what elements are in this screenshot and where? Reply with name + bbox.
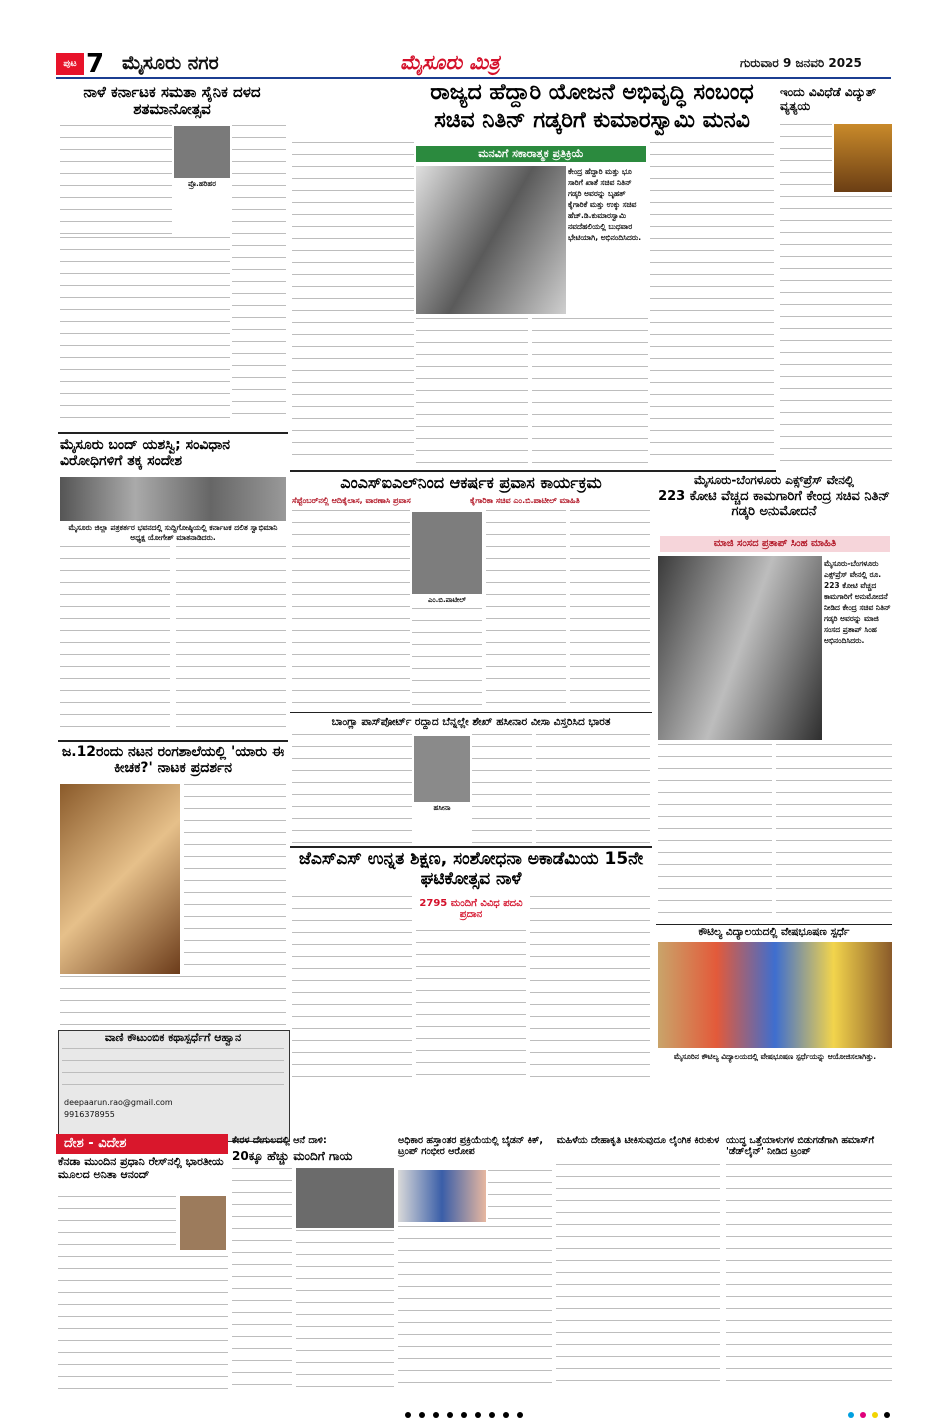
page-label: ಪುಟ — [56, 53, 84, 75]
article-text — [488, 1170, 552, 1222]
headline-expressway-1: ಮೈಸೂರು-ಬೆಂಗಳೂರು ಎಕ್ಸ್‌ಪ್ರೆಸ್ ವೇನಲ್ಲಿ — [694, 473, 854, 487]
photo-pratap-simha-gadkari — [658, 556, 822, 740]
headline-anita: ಕೆನಡಾ ಮುಂದಿನ ಪ್ರಧಾನಿ ರೇಸ್‌ನಲ್ಲಿ ಭಾರತೀಯ ಮೂಲದ ಅನಿತಾ ಆನಂದ್ — [58, 1155, 224, 1181]
headline-school: ಕೌಟಿಲ್ಯ ವಿದ್ಯಾಲಯದಲ್ಲಿ ವೇಷಭೂಷಣ ಸ್ಪರ್ಧೆ — [698, 926, 850, 938]
photo-caption: ಪ್ರೊ.ಹರಿಹರ — [188, 180, 216, 188]
headline-vani: ವಾಣಿ ಕೌಟುಂಬಿಕ ಕಥಾಸ್ಪರ್ಧೆಗೆ ಆಹ್ವಾನ — [104, 1031, 242, 1044]
headline-kerala-2: 20ಕ್ಕೂ ಹೆಚ್ಚು ಮಂದಿಗೆ ಗಾಯ — [232, 1149, 353, 1163]
headline-expressway-2: 223 ಕೋಟಿ ವೆಚ್ಚದ ಕಾಮಗಾರಿಗೆ ಕೇಂದ್ರ ಸಚಿವ ನಿತಿನ್ ಗಡ್ಕರಿ ಅನುಮೋದನೆ — [658, 489, 890, 519]
photo-mb-patil — [412, 512, 482, 594]
article-text — [532, 318, 648, 466]
article-text — [536, 734, 650, 844]
article-text — [232, 1168, 292, 1390]
article-text — [292, 510, 410, 710]
photo-anita — [180, 1196, 226, 1250]
article-text — [780, 196, 892, 466]
photo-power-lines — [834, 124, 892, 192]
article-text — [650, 142, 774, 466]
article-text — [292, 896, 412, 1086]
divider — [290, 470, 776, 472]
article-text — [412, 608, 482, 710]
headline-yudh: ಯುದ್ಧ ಒತ್ತೆಯಾಳುಗಳ ಬಿಡುಗಡೆಗಾಗಿ ಹಮಾಸ್‌ಗೆ 'ಡೆಡ್‌ಲೈನ್' ನೀಡಿದ ಟ್ರಂಪ್ — [726, 1135, 874, 1157]
headline-biden: ಅಧಿಕಾರ ಹಸ್ತಾಂತರ ಪ್ರಕ್ರಿಯೆಯಲ್ಲಿ ಬೈಡನ್ ಕಿಕ್, ಟ್ರಂಪ್ ಗಂಭೀರ ಆರೋಪ — [398, 1135, 543, 1157]
headline-msil: ಎಂಎಸ್‌ಐಎಲ್‌ನಿಂದ ಆಕರ್ಷಕ ಪ್ರವಾಸ ಕಾರ್ಯಕ್ರಮ — [340, 473, 602, 492]
photo-hasina — [414, 736, 470, 802]
photo-elephant — [296, 1168, 394, 1228]
photo-portrait — [174, 126, 230, 178]
section-title: ಮೈಸೂರು ನಗರ — [122, 52, 219, 74]
color-registration-marks — [846, 1404, 896, 1412]
headline-bangla: ಬಾಂಗ್ಲಾ ಪಾಸ್‌ಪೋರ್ಟ್ ರದ್ದಾದ ಬೆನ್ನಲ್ಲೇ ಶೇಖ್ ಹಸೀನಾರ ವೀಸಾ ವಿಸ್ತರಿಸಿದ ಭಾರತ — [331, 716, 611, 728]
article-text — [232, 125, 286, 425]
article-text — [556, 1164, 720, 1390]
article-text — [296, 1230, 394, 1390]
article-text — [486, 510, 566, 710]
divider — [58, 740, 288, 742]
article-text — [60, 125, 172, 235]
divider — [58, 432, 288, 434]
lead-headline-2: ಸಚಿವ ನಿತಿನ್ ಗಡ್ಕರಿಗೆ ಕುಮಾರಸ್ವಾಮಿ ಮನವಿ — [434, 108, 750, 133]
divider — [290, 712, 652, 713]
headline-vidyut: ಇಂದು ವಿವಿಧೆಡೆ ವಿದ್ಯುತ್ ವ್ಯತ್ಯಯ — [780, 85, 877, 113]
headline-samata: ನಾಳೆ ಕರ್ನಾಟಕ ಸಮತಾ ಸೈನಿಕ ದಳದ ಶತಮಾನೋತ್ಸವ — [83, 83, 261, 119]
lead-kicker: ಮನವಿಗೆ ಸಕಾರಾತ್ಮಕ ಪ್ರತಿಕ್ರಿಯೆ — [416, 146, 646, 162]
photo-caption: ಮೈಸೂರಿನ ಕೌಟಿಲ್ಯ ವಿದ್ಯಾಲಯದಲ್ಲಿ ವೇಷಭೂಷಣ ಸ್ಪರ್ಧೆಯನ್ನು ಆಯೋಜಿಸಲಾಗಿತ್ತು. — [673, 1052, 877, 1061]
newspaper-logo: ಮೈಸೂರು ಮಿತ್ರ — [400, 50, 500, 74]
headline-natak: ಜ.12ರಂದು ನಟನ ರಂಗಶಾಲೆಯಲ್ಲಿ 'ಯಾರು ಈ ಕೀಚಕ?' ನಾಟಕ ಪ್ರದರ್ಶನ — [61, 744, 285, 777]
sub-headline: 2795 ಮಂದಿಗೆ ವಿವಿಧ ಪದವಿ ಪ್ರದಾನ — [419, 898, 523, 920]
article-text — [184, 784, 286, 974]
article-text — [416, 318, 528, 466]
expressway-kicker: ಮಾಜಿ ಸಂಸದ ಪ್ರತಾಪ್ ಸಿಂಹ ಮಾಹಿತಿ — [660, 536, 890, 552]
article-text — [58, 1256, 228, 1390]
article-text — [570, 510, 650, 710]
article-text — [60, 546, 170, 736]
photo-caption: ಮೈಸೂರು ಜಿಲ್ಲಾ ಪತ್ರಕರ್ತರ ಭವನದಲ್ಲಿ ಸುದ್ದಿಗೋಷ್ಠಿಯಲ್ಲಿ ಕರ್ನಾಟಕ ದಲಿತ ಸ್ವಾಭಿಮಾನಿ ಅಧ್ಯಕ್ಷ ಯೋಗೇಶ್ ಮಾತನಾಡಿದರು. — [68, 523, 278, 542]
article-text — [398, 1226, 552, 1390]
print-registration-marks — [400, 1404, 550, 1412]
article-text — [726, 1164, 892, 1390]
article-text — [658, 744, 772, 922]
contact-phone: 9916378955 — [64, 1110, 115, 1119]
article-text — [530, 896, 650, 1086]
article-text — [292, 142, 414, 462]
photo-caption: ಹಸೀನಾ — [433, 804, 451, 812]
photo-biden-trump — [398, 1170, 486, 1222]
headline-bandh: ಮೈಸೂರು ಬಂದ್ ಯಶಸ್ವಿ; ಸಂವಿಧಾನ ವಿರೋಧಿಗಳಿಗೆ ತಕ್ಕ ಸಂದೇಶ — [60, 437, 231, 470]
section-desha-videsha: ದೇಶ - ವಿದೇಶ — [56, 1134, 228, 1154]
photo-press-meet — [60, 477, 286, 521]
photo-caption: ಮೈಸೂರು-ಬೆಂಗಳೂರು ಎಕ್ಸ್‌ಪ್ರೆಸ್ ವೇನಲ್ಲಿ ರೂ. 223 ಕೋಟಿ ವೆಚ್ಚದ ಕಾಮಗಾರಿಗೆ ಅನುಮೋದನೆ ನೀಡಿದ ಕೇಂದ್ರ ಸಚಿವ ನಿತಿನ್ ಗಡ್ಕರಿ ಅವರನ್ನು ಮಾಜಿ ಸಂಸದ ಪ್ರತಾಪ್ ಸಿಂಹ ಅಭಿನಂದಿಸಿದರು. — [824, 559, 891, 645]
photo-drama — [60, 784, 180, 974]
photo-caption: ಕೇಂದ್ರ ಹೆದ್ದಾರಿ ಮತ್ತು ಭೂ ಸಾರಿಗೆ ಖಾತೆ ಸಚಿವ ನಿತಿನ್ ಗಡ್ಕರಿ ಅವರನ್ನು ಬೃಹತ್ ಕೈಗಾರಿಕೆ ಮತ್ತು ಉಕ್ಕು ಸಚಿವ ಹೆಚ್.ಡಿ.ಕುಮಾರಸ್ವಾಮಿ ನವದೆಹಲಿಯಲ್ಲಿ ಬುಧವಾರ ಭೇಟಿಯಾಗಿ, ಅಭಿನಂದಿಸಿದರು. — [568, 167, 642, 242]
registration-dots-icon — [400, 1411, 550, 1419]
divider — [656, 924, 892, 925]
article-text — [176, 546, 286, 736]
photo-costume-contest — [658, 942, 892, 1048]
headline-jss: ಜೆಎಸ್‌ಎಸ್ ಉನ್ನತ ಶಿಕ್ಷಣ, ಸಂಶೋಧನಾ ಅಕಾಡೆಮಿಯ 15ನೇ ಘಟಿಕೋತ್ಸವ ನಾಳೆ — [298, 849, 644, 889]
page-number: 7 — [86, 49, 105, 79]
headline-kerala-1: ಕೇರಳ ದೇಗುಲದಲ್ಲಿ ಆನೆ ದಾಳಿ: — [232, 1135, 327, 1146]
photo-gadkari-kumaraswamy — [416, 166, 566, 314]
color-dots-icon — [846, 1411, 896, 1419]
article-text — [292, 734, 412, 844]
article-text — [472, 734, 532, 844]
issue-date: ಗುರುವಾರ 9 ಜನವರಿ 2025 — [740, 56, 862, 70]
article-text — [416, 930, 526, 1086]
headline-mahile: ಮಹಿಳೆಯ ದೇಹಾಕೃತಿ ಟೀಕಿಸುವುದೂ ಲೈಂಗಿಕ ಕಿರುಕುಳ — [556, 1135, 720, 1146]
contact-email: deepaarun.rao@gmail.com — [64, 1098, 173, 1107]
divider — [290, 846, 652, 848]
article-text — [780, 124, 832, 194]
photo-caption: ಎಂ.ಬಿ.ಪಾಟೀಲ್ — [428, 596, 466, 604]
lead-headline-1: ರಾಜ್ಯದ ಹೆದ್ದಾರಿ ಯೋಜನೆ ಅಭಿವೃದ್ಧಿ ಸಂಬಂಧ — [430, 80, 754, 105]
article-text — [62, 1048, 284, 1096]
article-text — [776, 744, 892, 922]
page-number-block — [56, 49, 116, 79]
article-text — [60, 976, 286, 1028]
sub-headline: ಕೈಗಾರಿಕಾ ಸಚಿವ ಎಂ.ಬಿ.ಪಾಟೀಲ್ ಮಾಹಿತಿ — [470, 496, 580, 505]
article-text — [60, 237, 230, 427]
sub-headline: ಸೆಪ್ಟೆಂಬರ್‌ನಲ್ಲಿ ಆದಿಕೈಲಾಸ, ವಾರಣಾಸಿ ಪ್ರವಾಸ — [292, 496, 411, 505]
